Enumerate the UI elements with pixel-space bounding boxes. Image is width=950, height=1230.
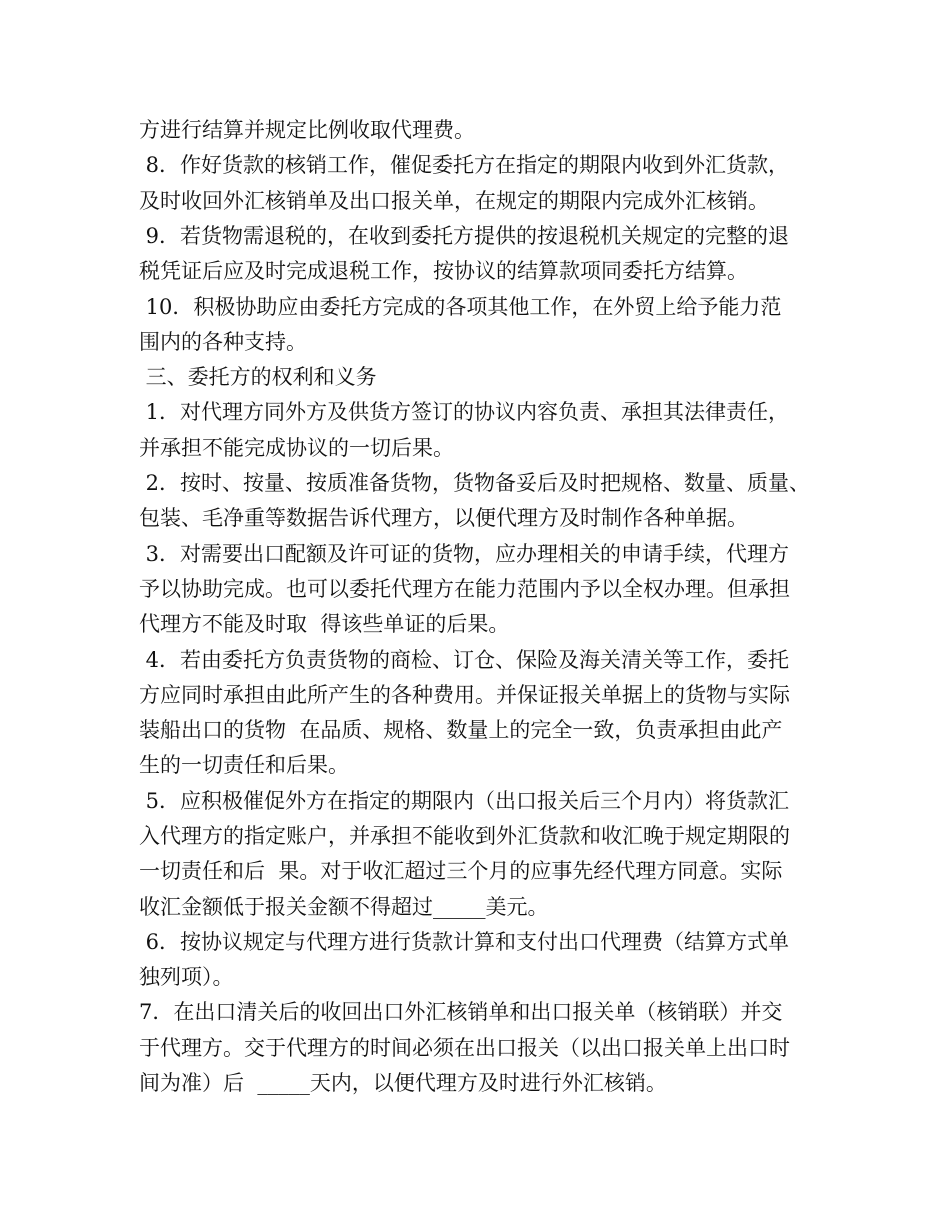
text-line: 1．对代理方同外方及供货方签订的协议内容负责、承担其法律责任， — [139, 400, 790, 424]
text-line: 并承担不能完成协议的一切后果。 — [139, 436, 454, 460]
text-line: 10．积极协助应由委托方完成的各项其他工作，在外贸上给予能力范 — [139, 295, 782, 319]
text-line: 4．若由委托方负责货物的商检、订仓、保险及海关清关等工作，委托 — [139, 648, 790, 672]
text-line: 收汇金额低于报关金额不得超过_____美元。 — [139, 895, 549, 919]
text-line: 于代理方。交于代理方的时间必须在出口报关（以出口报关单上出口时 — [139, 1036, 790, 1060]
text-line: 9．若货物需退税的，在收到委托方提供的按退税机关规定的完整的退 — [139, 224, 790, 248]
text-line: 生的一切责任和后果。 — [139, 753, 349, 777]
text-line: 装船出口的货物 在品质、规格、数量上的完全一致，负责承担由此产 — [139, 718, 783, 742]
text-line: 2．按时、按量、按质准备货物，货物备妥后及时把规格、数量、质量、 — [139, 471, 811, 495]
text-line: 5．应积极催促外方在指定的期限内（出口报关后三个月内）将货款汇 — [139, 789, 790, 813]
text-line: 税凭证后应及时完成退税工作，按协议的结算款项同委托方结算。 — [139, 259, 748, 283]
text-line: 予以协助完成。也可以委托代理方在能力范围内予以全权办理。但承担 — [139, 577, 790, 601]
text-line: 方应同时承担由此所产生的各种费用。并保证报关单据上的货物与实际 — [139, 683, 790, 707]
text-line: 独列项）。 — [139, 965, 234, 989]
text-line: 包装、毛净重等数据告诉代理方，以便代理方及时制作各种单据。 — [139, 506, 748, 530]
text-line: 一切责任和后 果。对于收汇超过三个月的应事先经代理方同意。实际 — [139, 859, 783, 883]
text-line: 方进行结算并规定比例收取代理费。 — [139, 118, 475, 142]
section-heading: 三、委托方的权利和义务 — [139, 365, 377, 389]
text-line: 代理方不能及时取 得该些单证的后果。 — [139, 612, 510, 636]
text-line: 围内的各种支持。 — [139, 330, 307, 354]
text-line: 间为准）后 _____天内，以便代理方及时进行外汇核销。 — [139, 1071, 667, 1095]
text-line: 6．按协议规定与代理方进行货款计算和支付出口代理费（结算方式单 — [139, 930, 790, 954]
text-line: 入代理方的指定账户，并承担不能收到外汇货款和收汇晚于规定期限的 — [139, 824, 790, 848]
text-line: 3．对需要出口配额及许可证的货物，应办理相关的申请手续，代理方 — [139, 542, 790, 566]
text-line: 及时收回外汇核销单及出口报关单，在规定的期限内完成外汇核销。 — [139, 189, 769, 213]
text-line: 8．作好货款的核销工作，催促委托方在指定的期限内收到外汇货款， — [139, 153, 790, 177]
text-line: 7．在出口清关后的收回出口外汇核销单和出口报关单（核销联）并交 — [139, 1000, 783, 1024]
